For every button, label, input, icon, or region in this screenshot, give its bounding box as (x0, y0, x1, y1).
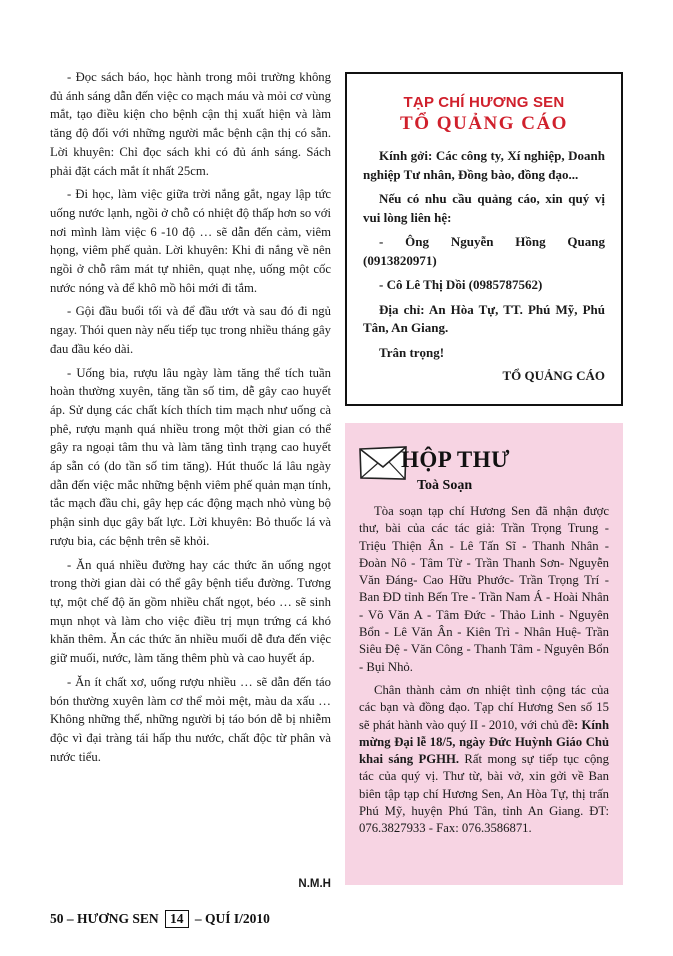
ad-regards: Trân trọng! (379, 344, 445, 360)
page-footer (50, 910, 270, 928)
ad-contact-1: - Ông Nguyễn Hồng Quang (0913820971) (363, 234, 605, 268)
ad-greeting: Kính gởi: Các công ty, Xí nghiệp, Doanh nghiệp Tư nhân, Đồng bào, đồng đạo... (363, 148, 605, 182)
footer-issue-number: 14 (165, 910, 189, 928)
article-paragraph: - Ăn ít chất xơ, uống rượu nhiều … sẽ dẫn đến táo bón thường xuyên làm cơ thể mỏi mệt, màu da xấu … Không những thế, những người bị táo bón dễ bị nhiễm độc vì đại tràng tái hấp thu nước, chất độc từ phân và nước tiểu. (50, 674, 331, 764)
mailbox-subtitle: Toà Soạn (417, 478, 473, 493)
ad-heading-department: TỔ QUẢNG CÁO (400, 113, 568, 134)
mailbox-text: Rất mong sự tiếp tục cộng tác của quý vị. Thư từ, bài vở, xin gởi về Ban biên tập tạp chí Hương Sen, An Hòa Tự, thị trấn Phú Mỹ, huyện Phú Tân, tỉnh An Giang. ĐT: 076.3827933 - Fax: 076.3586871. (359, 752, 609, 836)
article-paragraph: - Ăn quá nhiều đường hay các thức ăn uống ngọt trong thời gian dài có thể gây bệnh tiểu đường. Tương tự, một chế độ ăn gồm nhiều chất ngọt, béo … sẽ sinh mụn nhọt và làm cho việc điều trị mụn trứng cá khó khăn thêm. Ăn các thức ăn nhiều muối dễ đưa đến việc giữ muối, nước, làm tăng thêm phù và cao huyết áp. (50, 557, 331, 666)
ad-request: Nếu có nhu cầu quảng cáo, xin quý vị vui lòng liên hệ: (363, 191, 605, 225)
article-paragraph: - Gội đầu buổi tối và để đầu ướt và sau đó đi ngủ ngay. Thói quen này nếu tiếp tục trong nhiều tháng gây đau đầu kéo dài. (50, 304, 331, 356)
article-paragraph: - Uống bia, rượu lâu ngày làm tăng thể tích tuần hoàn thường xuyên, tăng tần số tim, dễ gây cao huyết áp. Sử dụng các chất kích thích tim mạch như uống cà phê, rượu mạnh quá nhiều trong một thời gian có thể gây ra ngoại tâm thu và làm tăng tình trạng cao huyết áp sẵn có (do tần số tim tăng). Hút thuốc lá lâu ngày dẫn đến việc mắc những bệnh viêm phế quản mạn tính, tắc mạch đầu chi, gây hẹp các động mạch nhỏ vùng bộ phận sinh dục gây bất lực. Lời khuyên: Bỏ thuốc lá và rượu bia, các bệnh trên sẽ khỏi. (50, 365, 331, 548)
ad-signature: TỔ QUẢNG CÁO (502, 368, 605, 383)
footer-quarter: – QUÍ I/2010 (194, 911, 270, 926)
article-signature: N.M.H (298, 878, 331, 890)
mailbox-title: HỘP THƯ (401, 447, 510, 472)
advertising-box (345, 72, 623, 406)
ad-heading-magazine: TẠP CHÍ HƯƠNG SEN (403, 94, 565, 111)
mailbox-paragraph: Tòa soạn tạp chí Hương Sen đã nhận được thư, bài của các tác giả: Trần Trọng Trung - Triệu Thiện Ân - Lê Tấn Sĩ - Thanh Nhân - Đoàn Nô - Tâm Từ - Trần Thanh Sơn- Nguyễn Văn Đáng- Cao Hữu Phước- Trần Trọng Trí - Ban ĐD tỉnh Bến Tre - Trần Nam Á - Hoài Nhân - Võ Văn A - Tâm Đức - Thảo Linh - Nguyên Bổn - Lê Văn Ân - Kiên Trì - Nhân Huệ- Trần Siêu Đệ - Văn Công - Thanh Tâm - Nguyên Bổn - Bụi Nhỏ. (359, 504, 609, 674)
mailbox-paragraph (359, 682, 609, 838)
ad-address: Địa chỉ: An Hòa Tự, TT. Phú Mỹ, Phú Tân, An Giang. (363, 301, 605, 335)
ad-contact-2: - Cô Lê Thị Dồi (0985787562) (379, 277, 543, 292)
article-paragraph: - Đi học, làm việc giữa trời nắng gắt, ngay lập tức uống nước lạnh, ngồi ở chỗ có nhiệt độ thấp hơn so với nơi mình làm việc 6 -10 độ … sẽ dẫn đến cảm, viêm họng, viêm phế quản. Lời khuyên: Khi đi nắng về nên ngồi ở chỗ râm mát tự nhiên, quạt nhẹ, uống một cốc nước nóng và để khô mồ hôi mới đi tắm. (50, 187, 331, 295)
footer-page-label: 50 – HƯƠNG SEN (50, 911, 159, 926)
article-paragraph: - Đọc sách báo, học hành trong môi trường không đủ ánh sáng dẫn đến việc co mạch máu và mỏi cơ vùng mắt, tạo điều kiện cho bệnh cận thị xuất hiện và làm tăng độ đối với những người mắc bệnh cận thị có sẵn. Lời khuyên: Chỉ đọc sách khi có đủ ánh sáng. Sách phải đặt cách mắt ít nhất 25cm. (50, 70, 331, 178)
article-column (50, 68, 331, 771)
mailbox-body (359, 503, 609, 844)
mailbox-theme: : Kính mừng Đại lễ 18/5, ngày Đức Huỳnh Giáo Chủ khai sáng PGHH. (359, 717, 609, 767)
mailbox-text: Chân thành cảm ơn nhiệt tình cộng tác của các bạn và đồng đạo. Tạp chí Hương Sen số 15 sẽ phát hành vào quý II - 2010, với chủ đề (359, 682, 609, 732)
mailbox-box (345, 423, 623, 885)
envelope-icon (359, 445, 407, 481)
